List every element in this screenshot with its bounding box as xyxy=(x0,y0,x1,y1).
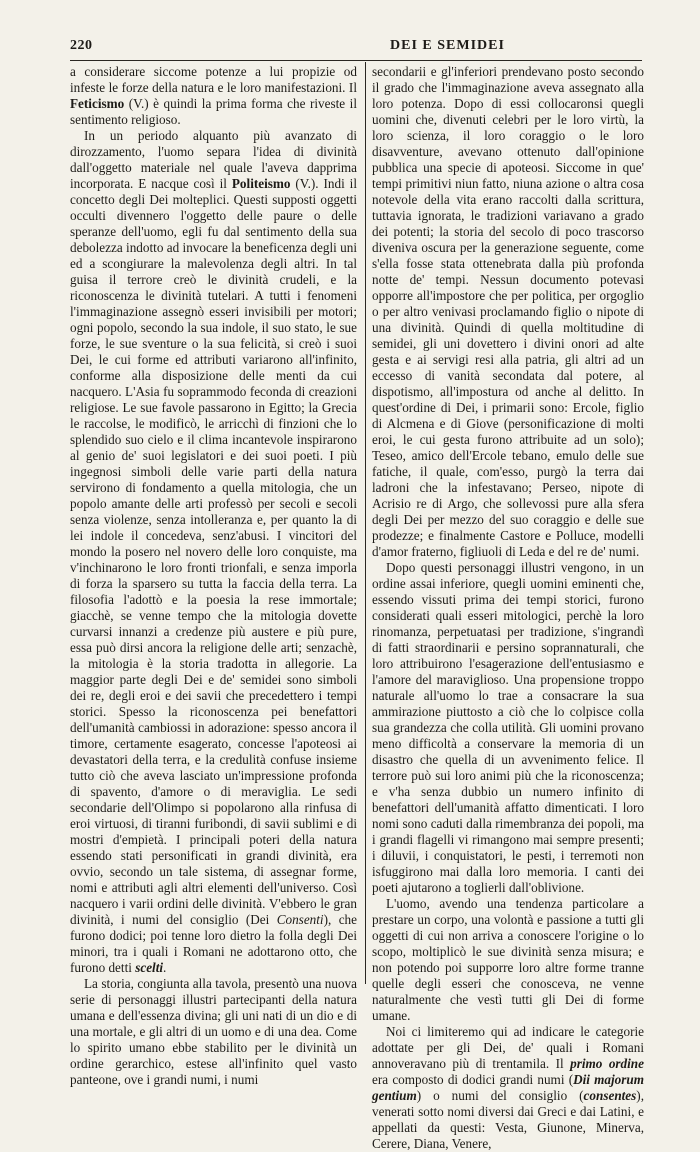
term-consentes: consentes xyxy=(583,1088,637,1103)
column-divider xyxy=(365,62,366,984)
page-number: 220 xyxy=(70,38,93,53)
page-header xyxy=(70,38,642,60)
paragraph: La storia, congiunta alla tavola, presentò una nuova serie di personaggi illustri partecipanti della natura umana e dell'essenza divina; gli uni nati di un dio e di una mortale, e gli altri di un uomo e di una dea. Come lo spirito umano ebbe stabilito per le divinità un ordine gerarchico, estese all'infinito quel vasto panteone, ove i grandi numi, i numi xyxy=(70,976,357,1087)
paragraph: L'uomo, avendo una tendenza particolare a prestare un corpo, una volontà e passione a tutti gli oggetti di cui non arriva a conoscere l'origine o lo scopo, moltiplicò le sue divinità senza misura; e non potendo poi supporre loro altre forme tranne quelle degli esseri che conosceva, ne venne naturalmente che vestì tutti gli Dei di forme umane. xyxy=(372,896,644,1023)
right-column xyxy=(372,64,644,1152)
term-dii-majorum-gentium: Dii majorum gentium xyxy=(372,1072,644,1103)
paragraph: a considerare siccome potenze a lui propizie od infeste le forze della natura e le loro manifestazioni. Il Feticismo (V.) è quindi la prima forma che riveste il sentimento religioso. xyxy=(70,64,357,127)
paragraph: In un periodo alquanto più avanzato di dirozzamento, l'uomo separa l'idea di divinità dall'oggetto materiale nel quale l'aveva dapprima incorporata. E nacque così il Politeismo (V.). Indi il concetto degli Dei molteplici. Questi supposti oggetti occulti divennero l'oggetto delle paure o delle speranze dell'uomo, egli fu dal sentimento della sua debolezza indotto ad invocare la beneficenza degli uni ed a scongiurare la malevolenza degli altri. In tal guisa il terrore creò le divinità crudeli, e la riconoscenza le divinità tutelari. A tutti i fenomeni l'immaginazione assegnò esseri invisibili per motori; ogni popolo, secondo la sua indole, il suo stato, le sue forze, le sue sventure o la sua felicità, si creò i suoi Dei, le cui forme ed attributi variarono all'infinito, conforme alla disposizione delle menti da cui nacquero. L'Asia fu soprammodo feconda di creazioni religiose. Le sue favole passarono in Egitto; la Grecia le raccolse, le modificò, le arricchì di finzioni che lo splendido suo cielo e il clima incantevole inspirarono al genio de' suoi legislatori e dei suoi poeti. I più ingegnosi simboli delle varie parti della natura servirono di fondamento a quella mitologia, che un popolo amante delle arti professò per secoli e secoli senza violenze, senza intolleranza e, per quanto la di lei indole il concedeva, senz'abusi. I vincitori del mondo la posero nel novero delle loro conquiste, ma v'inchinarono le loro fronti trionfali, e senza imporla di forza la sparsero su tutta la faccia della terra. La filosofia l'adottò e la poesia la rese immortale; giacchè, se venne tempo che la mitologia dovette curvarsi innanzi a credenze più austere e più pure, essa può dirsi ancora la religione delle arti; senzachè, la mitologia è la storia tradotta in allegorie. La maggior parte degli Dei e de' semidei sono simboli dei re, degli eroi e dei savii che precedettero i tempi storici. Spesso la riconoscenza pei benefattori dell'umanità cambiossi in adorazione: spesso ancora il timore, certamente esagerato, concesse l'apoteosi ai devastatori della terra, e la credulità confuse insieme tutto ciò che aveva lasciato un'impressione profonda di spavento, d'amore o di meraviglia. Le sedi secondarie dell'Olimpo si popolarono alla rinfusa di eroi virtuosi, di tiranni furibondi, di savii sublimi e di mostri d'empietà. I principali poteri della natura essendo stati personificati in grandi divinità, era ovvio, secondo un tale sistema, di assegnar forme, nomi e attributi agli altri elementi dell'universo. Così nacquero i varii ordini delle divinità. V'ebbero le gran divinità, i numi del consiglio (Dei Consenti), che furono dodici; poi tenne loro dietro la folla degli Dei minori, tra i quali i Romani ne adottarono otto, che furono detti scelti. xyxy=(70,128,357,975)
paragraph: secondarii e gl'inferiori prendevano posto secondo il grado che l'immaginazione aveva assegnato alla loro potenza. Dopo di essi collocaronsi quegli uomini che, divenuti celebri per le loro virtù, la loro scienza, il loro coraggio o le loro disavventure, avevano ottenuto dall'opinione pubblica una specie di apoteosi. Siccome in que' tempi primitivi niun fatto, niuna azione o altra cosa notevole della vita erano raccolti dalla scrittura, tuttavia ignorata, le tradizioni variavano a grado dei potenti; la storia del secolo di poco trascorso diveniva oscura per la generazione seguente, come s'ella fosse stata ottenebrata dalla più profonda notte de' tempi. Nessun documento potevasi opporre all'impostore che per politica, per orgoglio o per altro venivasi proclamando figlio o nipote di una divinità. Quindi di quella moltitudine di semidei, gli uni dovettero i divini onori ad alte gesta e ai servigi resi alla patria, gli altri ad un eccesso di vanità secondata dal potere, al dispotismo, all'impostura od anche al delitto. In quest'ordine di Dei, i primarii sono: Ercole, figlio di Alcmena e di Giove (personificazione di molti eroi, le cui gesta furono attribuite ad un solo); Teseo, amico dell'Ercole tebano, emulo delle sue fatiche, il quale, com'esso, purgò la terra dai ladroni che la infestavano; Perseo, nipote di Acrisio re di Argo, che sollevossi pure alla sfera degli Dei per mezzo del suo coraggio e delle sue prodezze; e finalmente Castore e Polluce, modelli d'amor fraterno, figliuoli di Leda e del re de' numi. xyxy=(372,64,644,559)
header-rule xyxy=(70,60,642,61)
paragraph: Dopo questi personaggi illustri vengono, in un ordine assai inferiore, quegli uomini eminenti che, essendo vissuti prima dei tempi storici, furono considerati quali esseri mitologici, perchè la loro rinomanza, perpetuatasi per tradizione, s'ingrandì di fatti straordinarii e persino soprannaturali, che loro attribuirono l'esagerazione dell'entusiasmo e l'amore del maraviglioso. Una propensione troppo naturale all'uomo lo trae a consacrare la sua ammirazione piuttosto a ciò che lo colpisce colla sua grandezza che colla utilità. Gli uomini provano meno difficoltà a conservare la memoria di un disastro che quella di un avvenimento felice. Il terrore può sui loro animi più che la riconoscenza; e v'ha senza dubbio un numero infinito di benefattori dell'umanità affatto dimenticati. I loro nomi sono caduti dalla rimembranza dei popoli, ma i grandi flagelli vi rimangono mai sempre presenti; i diluvii, i conquistatori, le pesti, i terremoti non isfuggirono mai dalla loro memoria. I canti dei poeti ajutarono a toglierli dall'oblivione. xyxy=(372,560,644,895)
term-feticismo: Feticismo xyxy=(70,96,125,111)
running-title: DEI E SEMIDEI xyxy=(390,38,505,53)
term-politeismo: Politeismo xyxy=(231,176,291,191)
term-consenti: Consenti xyxy=(276,912,324,927)
term-scelti: scelti xyxy=(135,960,164,975)
left-column xyxy=(70,64,357,1088)
term-primo-ordine: primo ordine xyxy=(570,1056,644,1071)
paragraph: Noi ci limiteremo qui ad indicare le categorie adottate per gli Dei, de' quali i Romani annoveravano più di trentamila. Il primo ordine era composto di dodici grandi numi (Dii majorum gentium) o numi del consiglio (consentes), venerati sotto nomi diversi dai Greci e dai Latini, e appellati da questi: Vesta, Giunone, Minerva, Cerere, Diana, Venere, xyxy=(372,1024,644,1151)
